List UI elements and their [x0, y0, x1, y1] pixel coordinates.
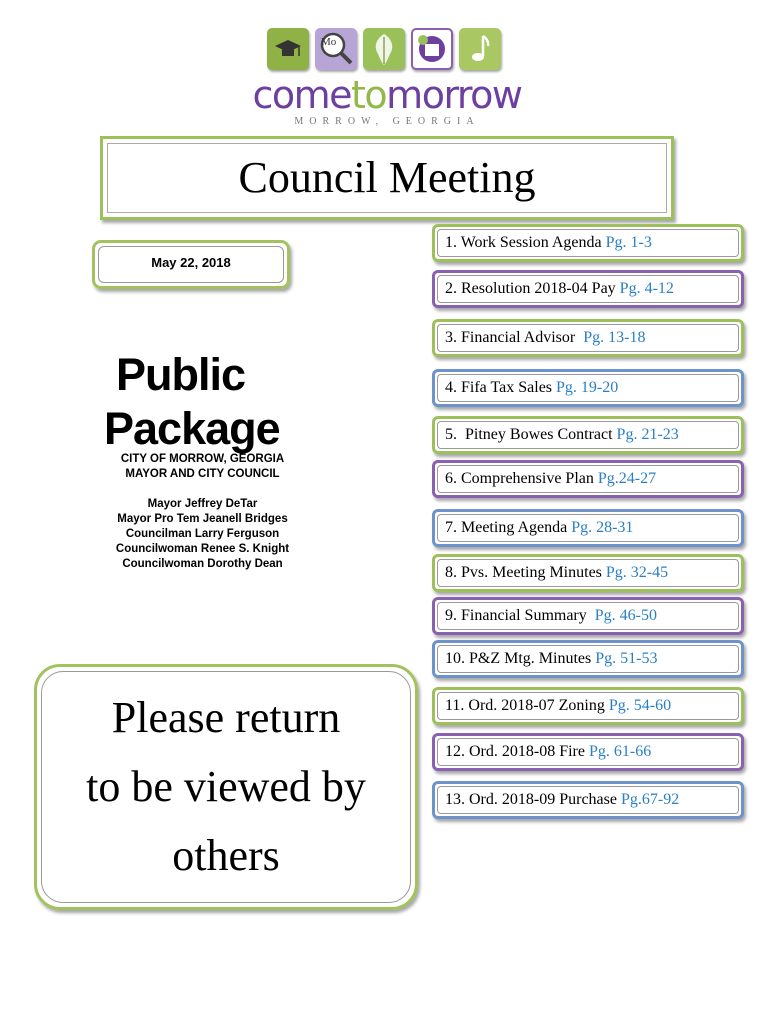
agenda-item-label: 7. Meeting Agenda [445, 519, 572, 536]
agenda-item-label: 9. Financial Summary [445, 607, 595, 624]
agenda-item[interactable] [432, 781, 744, 819]
return-notice-line: Please return [111, 693, 341, 742]
agenda-item-pages: Pg. 19-20 [556, 379, 619, 396]
agenda-item[interactable] [432, 416, 744, 454]
agenda-item-pages: Pg. 28-31 [571, 519, 634, 536]
agenda-item[interactable] [432, 554, 744, 592]
agenda-item-label: 13. Ord. 2018-09 Purchase [445, 791, 621, 808]
agenda-item-label: 12. Ord. 2018-08 Fire [445, 743, 589, 760]
agenda-item-label: 6. Comprehensive Plan [445, 470, 598, 487]
logo-badge-text: Mo [321, 36, 337, 48]
agenda-item-text [445, 372, 737, 404]
agenda-item-pages: Pg. 1-3 [605, 234, 652, 251]
agenda-item-text [445, 227, 737, 259]
agenda-item-text [445, 600, 737, 632]
agenda-item[interactable] [432, 270, 744, 308]
return-notice-line: others [172, 831, 280, 880]
package-heading-line1: Public [116, 349, 246, 400]
agenda-item[interactable] [432, 224, 744, 262]
music-note-icon [459, 28, 501, 70]
council-member: Mayor Pro Tem Jeanell Bridges [117, 513, 288, 525]
org-line: CITY OF MORROW, GEORGIA [120, 453, 285, 465]
agenda-item-text [445, 557, 737, 589]
agenda-item-pages: Pg. 51-53 [595, 650, 658, 667]
agenda-item-label: 10. P&Z Mtg. Minutes [445, 650, 596, 667]
agenda-item-text [445, 643, 737, 675]
council-member: Councilwoman Dorothy Dean [122, 558, 283, 570]
agenda-item-pages: Pg. 54-60 [608, 697, 672, 714]
agenda-item[interactable] [432, 640, 744, 678]
agenda-item-text [445, 322, 737, 354]
agenda-item-text [445, 784, 737, 816]
logo-word-come: come [252, 73, 352, 117]
agenda-item[interactable] [432, 687, 744, 725]
agenda-item[interactable] [432, 460, 744, 498]
logo-icons [267, 28, 503, 74]
package-heading-line2: Package [104, 403, 280, 454]
agenda-item[interactable] [432, 597, 744, 635]
agenda-item-label: 5. Pitney Bowes Contract [445, 426, 617, 443]
agenda-item-text [445, 463, 737, 495]
agenda-item-pages: Pg. 4-12 [619, 280, 674, 297]
return-notice-line: to be viewed by [86, 762, 366, 811]
magnifier-badge-icon [315, 28, 357, 70]
council-member: Mayor Jeffrey DeTar [147, 498, 258, 510]
return-notice-box [34, 664, 418, 910]
oak-leaf-icon [363, 28, 405, 70]
building-icon [411, 28, 453, 70]
agenda-item-text [445, 419, 737, 451]
logo-wordmark [237, 74, 537, 116]
agenda-item-pages: Pg. 32-45 [605, 564, 669, 581]
agenda-item-label: 11. Ord. 2018-07 Zoning [445, 697, 609, 714]
title-box [100, 136, 674, 220]
org-line: MAYOR AND CITY COUNCIL [125, 468, 280, 480]
logo-subtitle: MORROW, GEORGIA [294, 116, 480, 127]
logo-word-to: to [351, 73, 387, 117]
agenda-item[interactable] [432, 369, 744, 407]
agenda-item-text [445, 273, 737, 305]
agenda-item-pages: Pg.67-92 [620, 791, 680, 808]
agenda-item-label: 2. Resolution 2018-04 Pay [445, 280, 620, 297]
agenda-item-text [445, 512, 737, 544]
page-title: Council Meeting [238, 153, 536, 202]
agenda-item-pages: Pg. 46-50 [594, 607, 657, 624]
agenda-item-text [445, 736, 737, 768]
agenda-item-label: 8. Pvs. Meeting Minutes [445, 564, 606, 581]
agenda-item-pages: Pg. 21-23 [616, 426, 679, 443]
agenda-item-label: 4. Fifa Tax Sales [445, 379, 557, 396]
agenda-item[interactable] [432, 733, 744, 771]
meeting-date: May 22, 2018 [151, 255, 231, 270]
agenda-item-label: 1. Work Session Agenda [445, 234, 606, 251]
graduation-cap-icon [267, 28, 309, 70]
agenda-item-text [445, 690, 737, 722]
logo-word-morrow: morrow [386, 73, 522, 117]
date-box [92, 240, 290, 289]
council-member: Councilwoman Renee S. Knight [115, 543, 290, 555]
agenda-item-label: 3. Financial Advisor [445, 329, 584, 346]
agenda-item[interactable] [432, 319, 744, 357]
council-member: Councilman Larry Ferguson [125, 528, 280, 540]
agenda-item-pages: Pg. 13-18 [583, 329, 646, 346]
agenda-item-pages: Pg.24-27 [597, 470, 657, 487]
agenda-item-pages: Pg. 61-66 [588, 743, 652, 760]
agenda-item[interactable] [432, 509, 744, 547]
